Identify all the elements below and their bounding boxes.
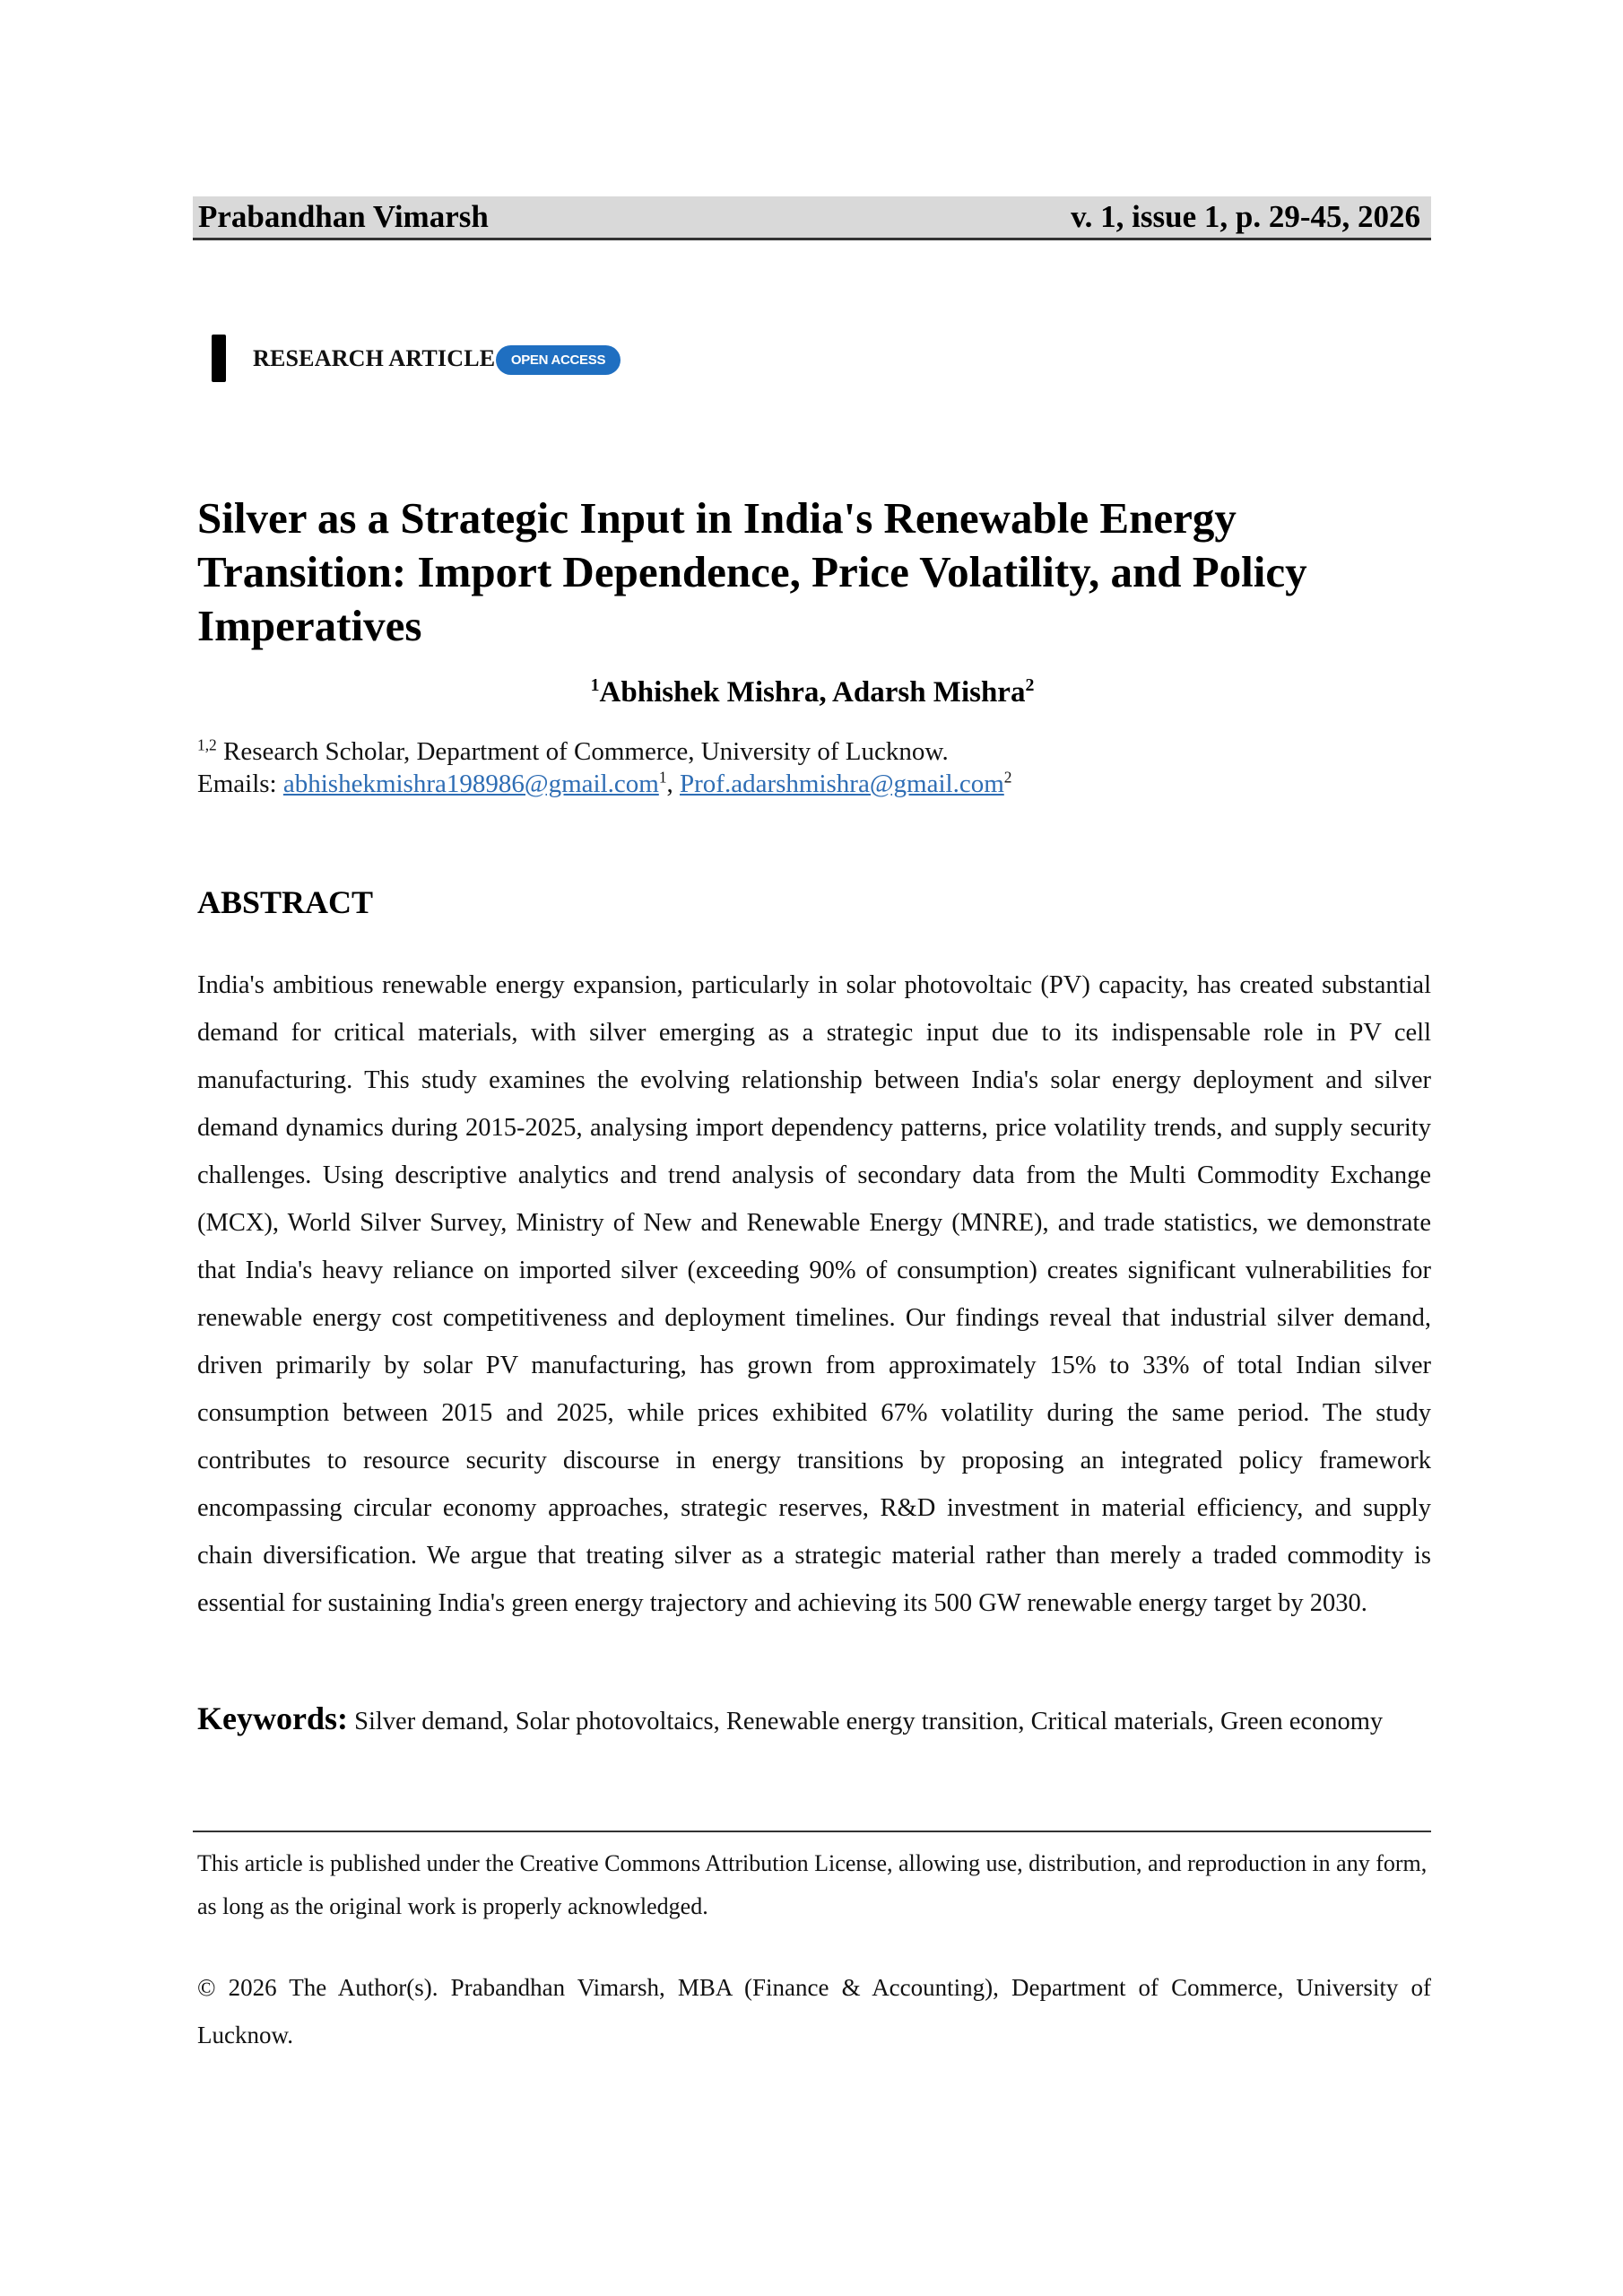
article-title: Silver as a Strategic Input in India's Renewable Energy Transition: Import Dependence, Price Volatility, and Policy Imperatives [197, 493, 1307, 650]
affiliation-text: Research Scholar, Department of Commerce, University of Lucknow. [216, 737, 949, 766]
affiliation [197, 735, 949, 768]
copyright-notice: © 2026 The Author(s). Prabandhan Vimarsh, MBA (Finance & Accounting), Department of Commerce, University of Lucknow. [197, 1974, 1431, 2048]
email-separator: , [666, 770, 681, 798]
article-type-marker-icon [212, 335, 226, 382]
affiliation-superscript: 1,2 [197, 735, 217, 754]
email-link-2[interactable]: Prof.adarshmishra@gmail.com [680, 770, 1004, 798]
emails-label: Emails: [197, 770, 283, 798]
email-superscript-1: 1 [658, 768, 667, 787]
author-line [0, 674, 1623, 710]
license-notice: This article is published under the Creative Commons Attribution License, allowing use, distribution, and reproduction in any form, as long as the original work is properly acknowledged. [197, 1850, 1428, 1919]
email-superscript-2: 2 [1003, 768, 1012, 787]
author-superscript-2: 2 [1025, 675, 1035, 695]
article-type-label: RESEARCH ARTICLE [253, 345, 496, 371]
author-superscript-1: 1 [590, 675, 600, 695]
abstract-text: India's ambitious renewable energy expansion, particularly in solar photovoltaic (PV) capacity, has created substantial demand for critical materials, with silver emerging as a strategic input due to its indispensable role in PV cell manufacturing. This study examines the evolving relationship between India's solar energy deployment and silver demand dynamics during 2015-2025, analysing import dependency patterns, price volatility trends, and supply security challenges. Using descriptive analytics and trend analysis of secondary data from the Multi Commodity Exchange (MCX), World Silver Survey, Ministry of New and Renewable Energy (MNRE), and trade statistics, we demonstrate that India's heavy reliance on imported silver (exceeding 90% of consumption) creates significant vulnerabilities for renewable energy cost competitiveness and deployment timelines. Our findings reveal that industrial silver demand, driven primarily by solar PV manufacturing, has grown from approximately 15% to 33% of total Indian silver consumption between 2015 and 2025, while prices exhibited 67% volatility during the same period. The study contributes to resource security discourse in energy transitions by proposing an integrated policy framework encompassing circular economy approaches, strategic reserves, R&D investment in material efficiency, and supply chain diversification. We argue that treating silver as a strategic material rather than merely a traded commodity is essential for sustaining India's green energy trajectory and achieving its 500 GW renewable energy target by 2030. [197, 971, 1431, 1617]
author-names: Abhishek Mishra, Adarsh Mishra [599, 676, 1026, 709]
emails-line [197, 768, 1011, 800]
journal-header-band [193, 196, 1431, 240]
email-link-1[interactable]: abhishekmishra198986@gmail.com [282, 770, 659, 798]
keywords [197, 1693, 1431, 1747]
open-access-badge: OPEN ACCESS [496, 345, 621, 375]
journal-name: Prabandhan Vimarsh [198, 199, 489, 234]
abstract-heading: ABSTRACT [197, 884, 374, 920]
keywords-text: Silver demand, Solar photovoltaics, Renewable energy transition, Critical materials, Green economy [347, 1708, 1384, 1735]
keywords-label: Keywords: [197, 1700, 348, 1736]
issue-info: v. 1, issue 1, p. 29-45, 2026 [1071, 199, 1420, 234]
footer-divider [193, 1831, 1431, 1832]
